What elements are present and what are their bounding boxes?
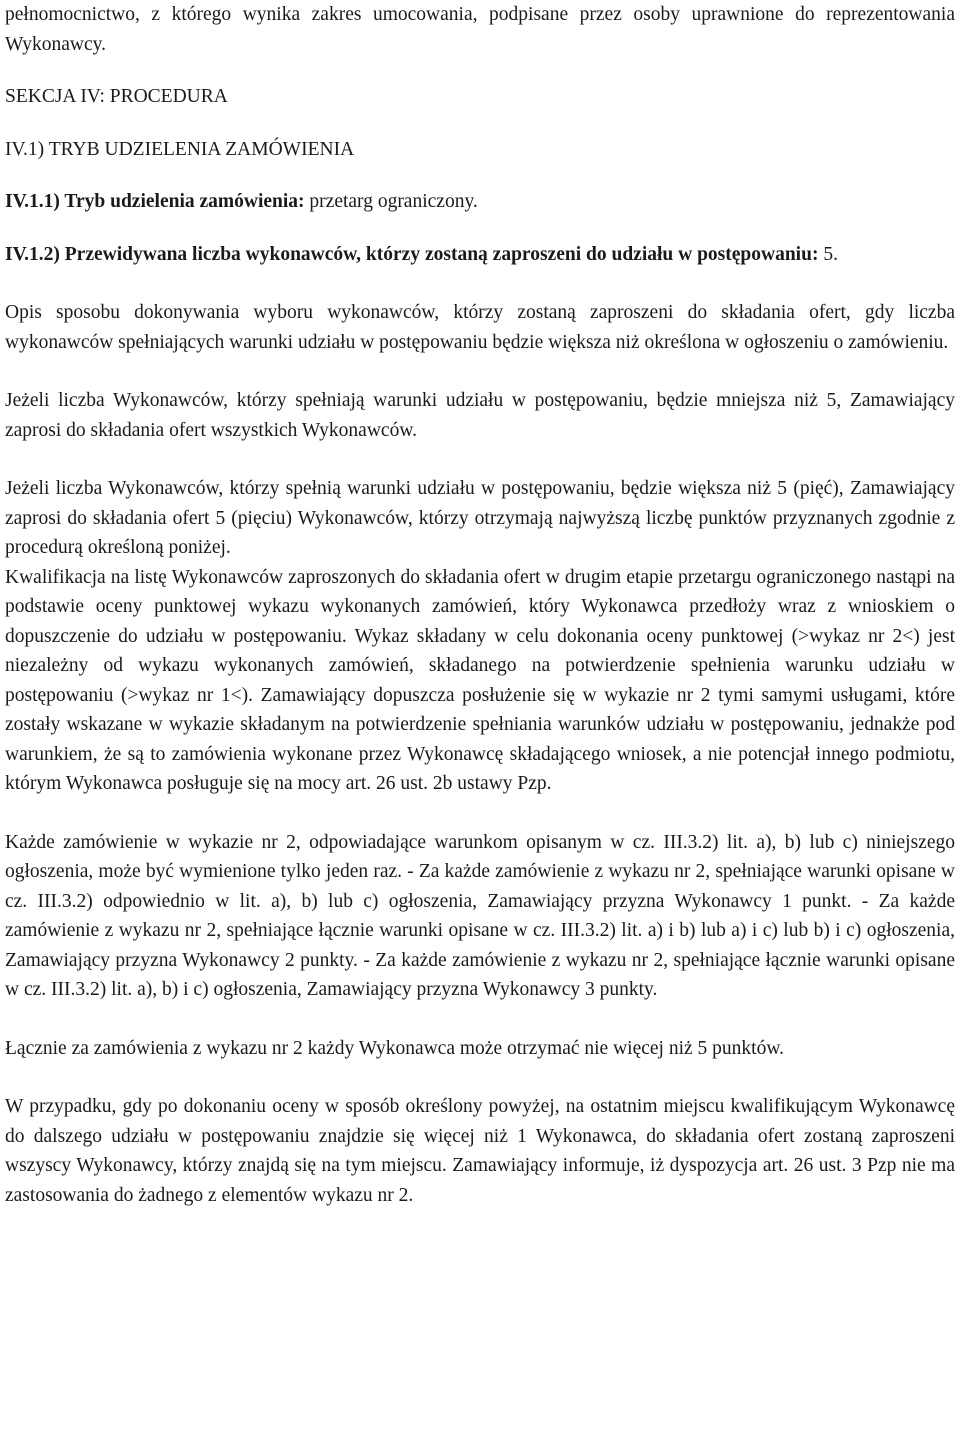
paragraph-more-than-five: Jeżeli liczba Wykonawców, którzy spełnią warunki udziału w postępowaniu, będzie większa niż 5 (pięć), Zamawiający zaprosi do składania ofert 5 (pięciu) Wykonawców, którzy otrzymają najwyższą liczbę punktów przyznanych zgodnie z procedurą określoną poniżej. [5, 478, 955, 558]
paragraph-fewer-than-five: Jeżeli liczba Wykonawców, którzy spełniają warunki udziału w postępowaniu, będzie mniejsza niż 5, Zamawiający zaprosi do składania ofert wszystkich Wykonawców. [5, 390, 955, 441]
paragraph-scoring: Każde zamówienie w wykazie nr 2, odpowiadające warunkom opisanym w cz. III.3.2) lit. a), b) lub c) niniejszego ogłoszenia, może być wymienione tylko jeden raz. - Za każde zamówienie z wykazu nr 2, spełniające warunki opisane w cz. III.3.2) odpowiednio w lit. a), b) lub c) ogłoszenia, Zamawiający przyzna Wykonawcy 1 punkt. - Za każde zamówienie z wykazu nr 2, spełniające łącznie warunki opisane w cz. III.3.2) lit. a) i b) lub a) i c) lub b) i c) ogłoszenia, Zamawiający przyzna Wykonawcy 2 punkty. - Za każde zamówienie z wykazu nr 2, spełniające łącznie warunki opisane w cz. III.3.2) lit. a), b) i c) ogłoszenia, Zamawiający przyzna Wykonawcy 3 punkty. [5, 831, 955, 1000]
subsection-heading: IV.1) TRYB UDZIELENIA ZAMÓWIENIA [5, 138, 355, 160]
section-heading: SEKCJA IV: PROCEDURA [5, 86, 228, 107]
item-expected-contractors [5, 240, 955, 270]
item-procedure-type [5, 187, 955, 217]
intro-paragraph: pełnomocnictwo, z którego wynika zakres umocowania, podpisane przez osoby uprawnione do reprezentowania Wykonawcy. [5, 4, 955, 55]
item-procedure-type-label: IV.1.1) Tryb udzielenia zamówienia: [5, 191, 305, 212]
paragraph-tie-rule: W przypadku, gdy po dokonaniu oceny w sposób określony powyżej, na ostatnim miejscu kwalifikującym Wykonawcę do dalszego udziału w postępowaniu znajdzie się więcej niż 1 Wykonawca, do składania ofert zostaną zaproszeni wszyscy Wykonawcy, którzy znajdą się na tym miejscu. Zamawiający informuje, iż dyspozycja art. 26 ust. 3 Pzp nie ma zastosowania do żadnego z elementów wykazu nr 2. [5, 1096, 955, 1206]
paragraph-qualification: Kwalifikacja na listę Wykonawców zaproszonych do składania ofert w drugim etapie przetargu ograniczonego nastąpi na podstawie oceny punktowej wykazu wykonanych zamówień, który Wykonawca przedłoży wraz z wnioskiem o dopuszczenie do udziału w postępowaniu. Wykaz składany w celu dokonania oceny punktowej (>wykaz nr 2<) jest niezależny od wykazu wykonanych zamówień, składanego na potwierdzenie spełnienia warunku udziału w postępowaniu (>wykaz nr 1<). Zamawiający dopuszcza posłużenie się w wykazie nr 2 tymi samymi usługami, które zostały wskazane w wykazie składanym na potwierdzenie spełniania warunków udziału w postępowaniu, jednakże pod warunkiem, że są to zamówienia wykonane przez Wykonawcę składającego wniosek, a nie potencjał innego podmiotu, którym Wykonawca posługuje się na mocy art. 26 ust. 2b ustawy Pzp. [5, 566, 955, 794]
document-page [5, 0, 955, 1210]
item-procedure-type-value: przetarg ograniczony. [304, 191, 478, 212]
paragraph-max-points: Łącznie za zamówienia z wykazu nr 2 każdy Wykonawca może otrzymać nie więcej niż 5 punktów. [5, 1037, 785, 1059]
item-expected-contractors-label: IV.1.2) Przewidywana liczba wykonawców, którzy zostaną zaproszeni do udziału w postępowaniu: [5, 243, 819, 265]
item-expected-contractors-value: 5. [818, 243, 838, 265]
paragraph-selection-method: Opis sposobu dokonywania wyboru wykonawców, którzy zostaną zaproszeni do składania ofert, gdy liczba wykonawców spełniających warunki udziału w postępowaniu będzie większa niż określona w ogłoszeniu o zamówieniu. [5, 302, 955, 353]
